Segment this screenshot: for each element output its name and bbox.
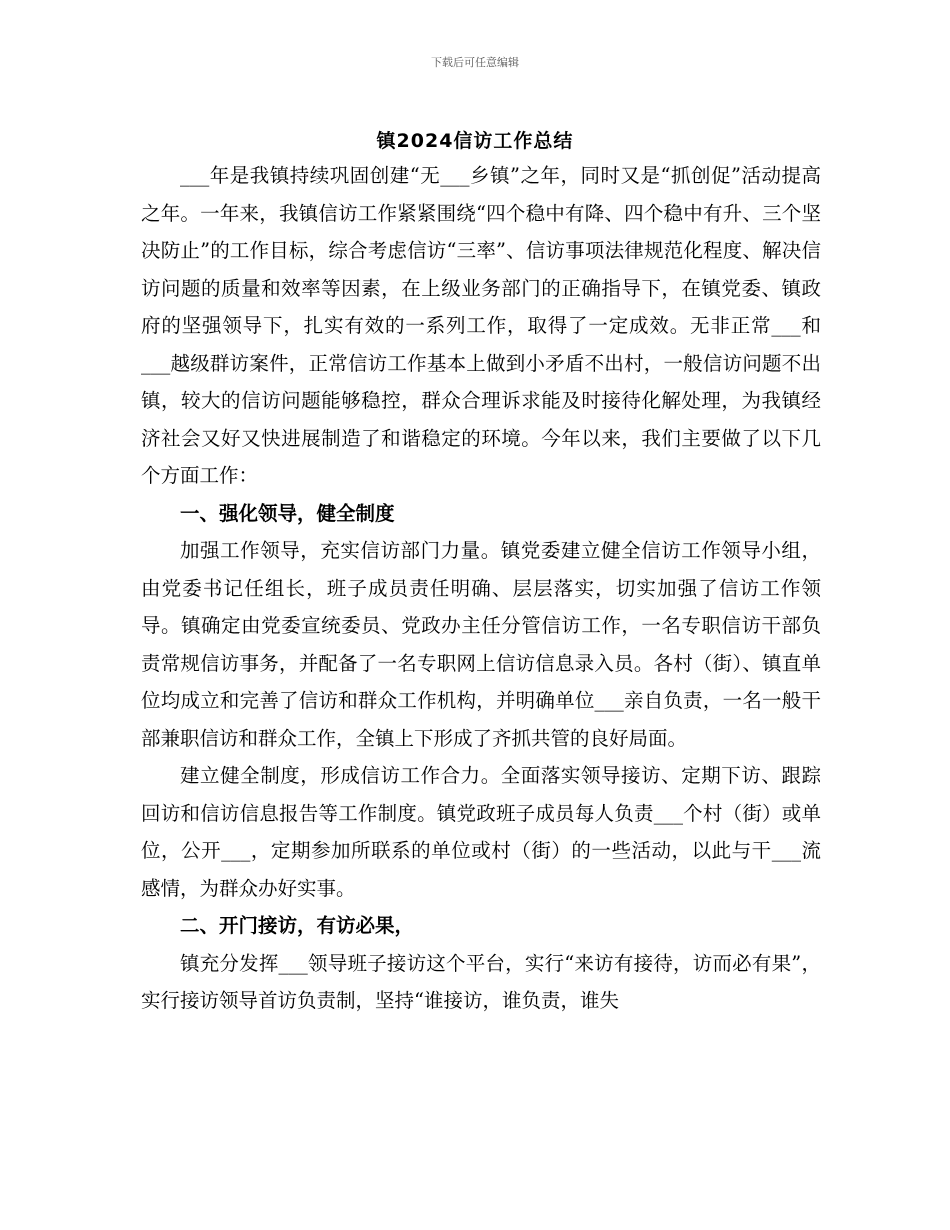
- document-title: 镇2024信访工作总结: [376, 130, 574, 152]
- section-heading-2: 二、开门接访，有访必果，: [180, 914, 415, 937]
- paragraph-system: 建立健全制度，形成信访工作合力。全面落实领导接访、定期下访、跟踪回访和信访信息报告等工作制度。镇党政班子成员每人负责___个村（街）或单位，公开___，定期参加所联系的单位或村（街）的一些活动，以此与干___流感情，为群众办好实事。: [141, 764, 821, 900]
- paragraph-leadership: 加强工作领导，充实信访部门力量。镇党委建立健全信访工作领导小组，由党委书记任组长，班子成员责任明确、层层落实，切实加强了信访工作领导。镇确定由党委宣统委员、党政办主任分管信访工作，一名专职信访干部负责常规信访事务，并配备了一名专职网上信访信息录入员。各村（街）、镇直单位均成立和完善了信访和群众工作机构，并明确单位___亲自负责，一名一般干部兼职信访和群众工作，全镇上下形成了齐抓共管的良好局面。: [141, 539, 821, 750]
- intro-paragraph: ___年是我镇持续巩固创建“无___乡镇”之年，同时又是“抓创促”活动提高之年。一年来，我镇信访工作紧紧围绕“四个稳中有降、四个稳中有升、三个坚决防止”的工作目标，综合考虑信访“三率”、信访事项法律规范化程度、解决信访问题的质量和效率等因素，在上级业务部门的正确指导下，在镇党委、镇政府的坚强领导下，扎实有效的一系列工作，取得了一定成效。无非正常___和___越级群访案件，正常信访工作基本上做到小矛盾不出村，一般信访问题不出镇，较大的信访问题能够稳控，群众合理诉求能及时接待化解处理，为我镇经济社会又好又快进展制造了和谐稳定的环境。今年以来，我们主要做了以下几个方面工作：: [141, 164, 821, 487]
- page-header-note: 下载后可任意编辑: [431, 56, 519, 69]
- document-body: [141, 157, 821, 1020]
- section-heading-1: 一、强化领导，健全制度: [180, 501, 395, 525]
- paragraph-open-door: 镇充分发挥___领导班子接访这个平台，实行“来访有接待，访而必有果”，实行接访领导首访负责制，坚持“谁接访，谁负责，谁失: [141, 951, 821, 1012]
